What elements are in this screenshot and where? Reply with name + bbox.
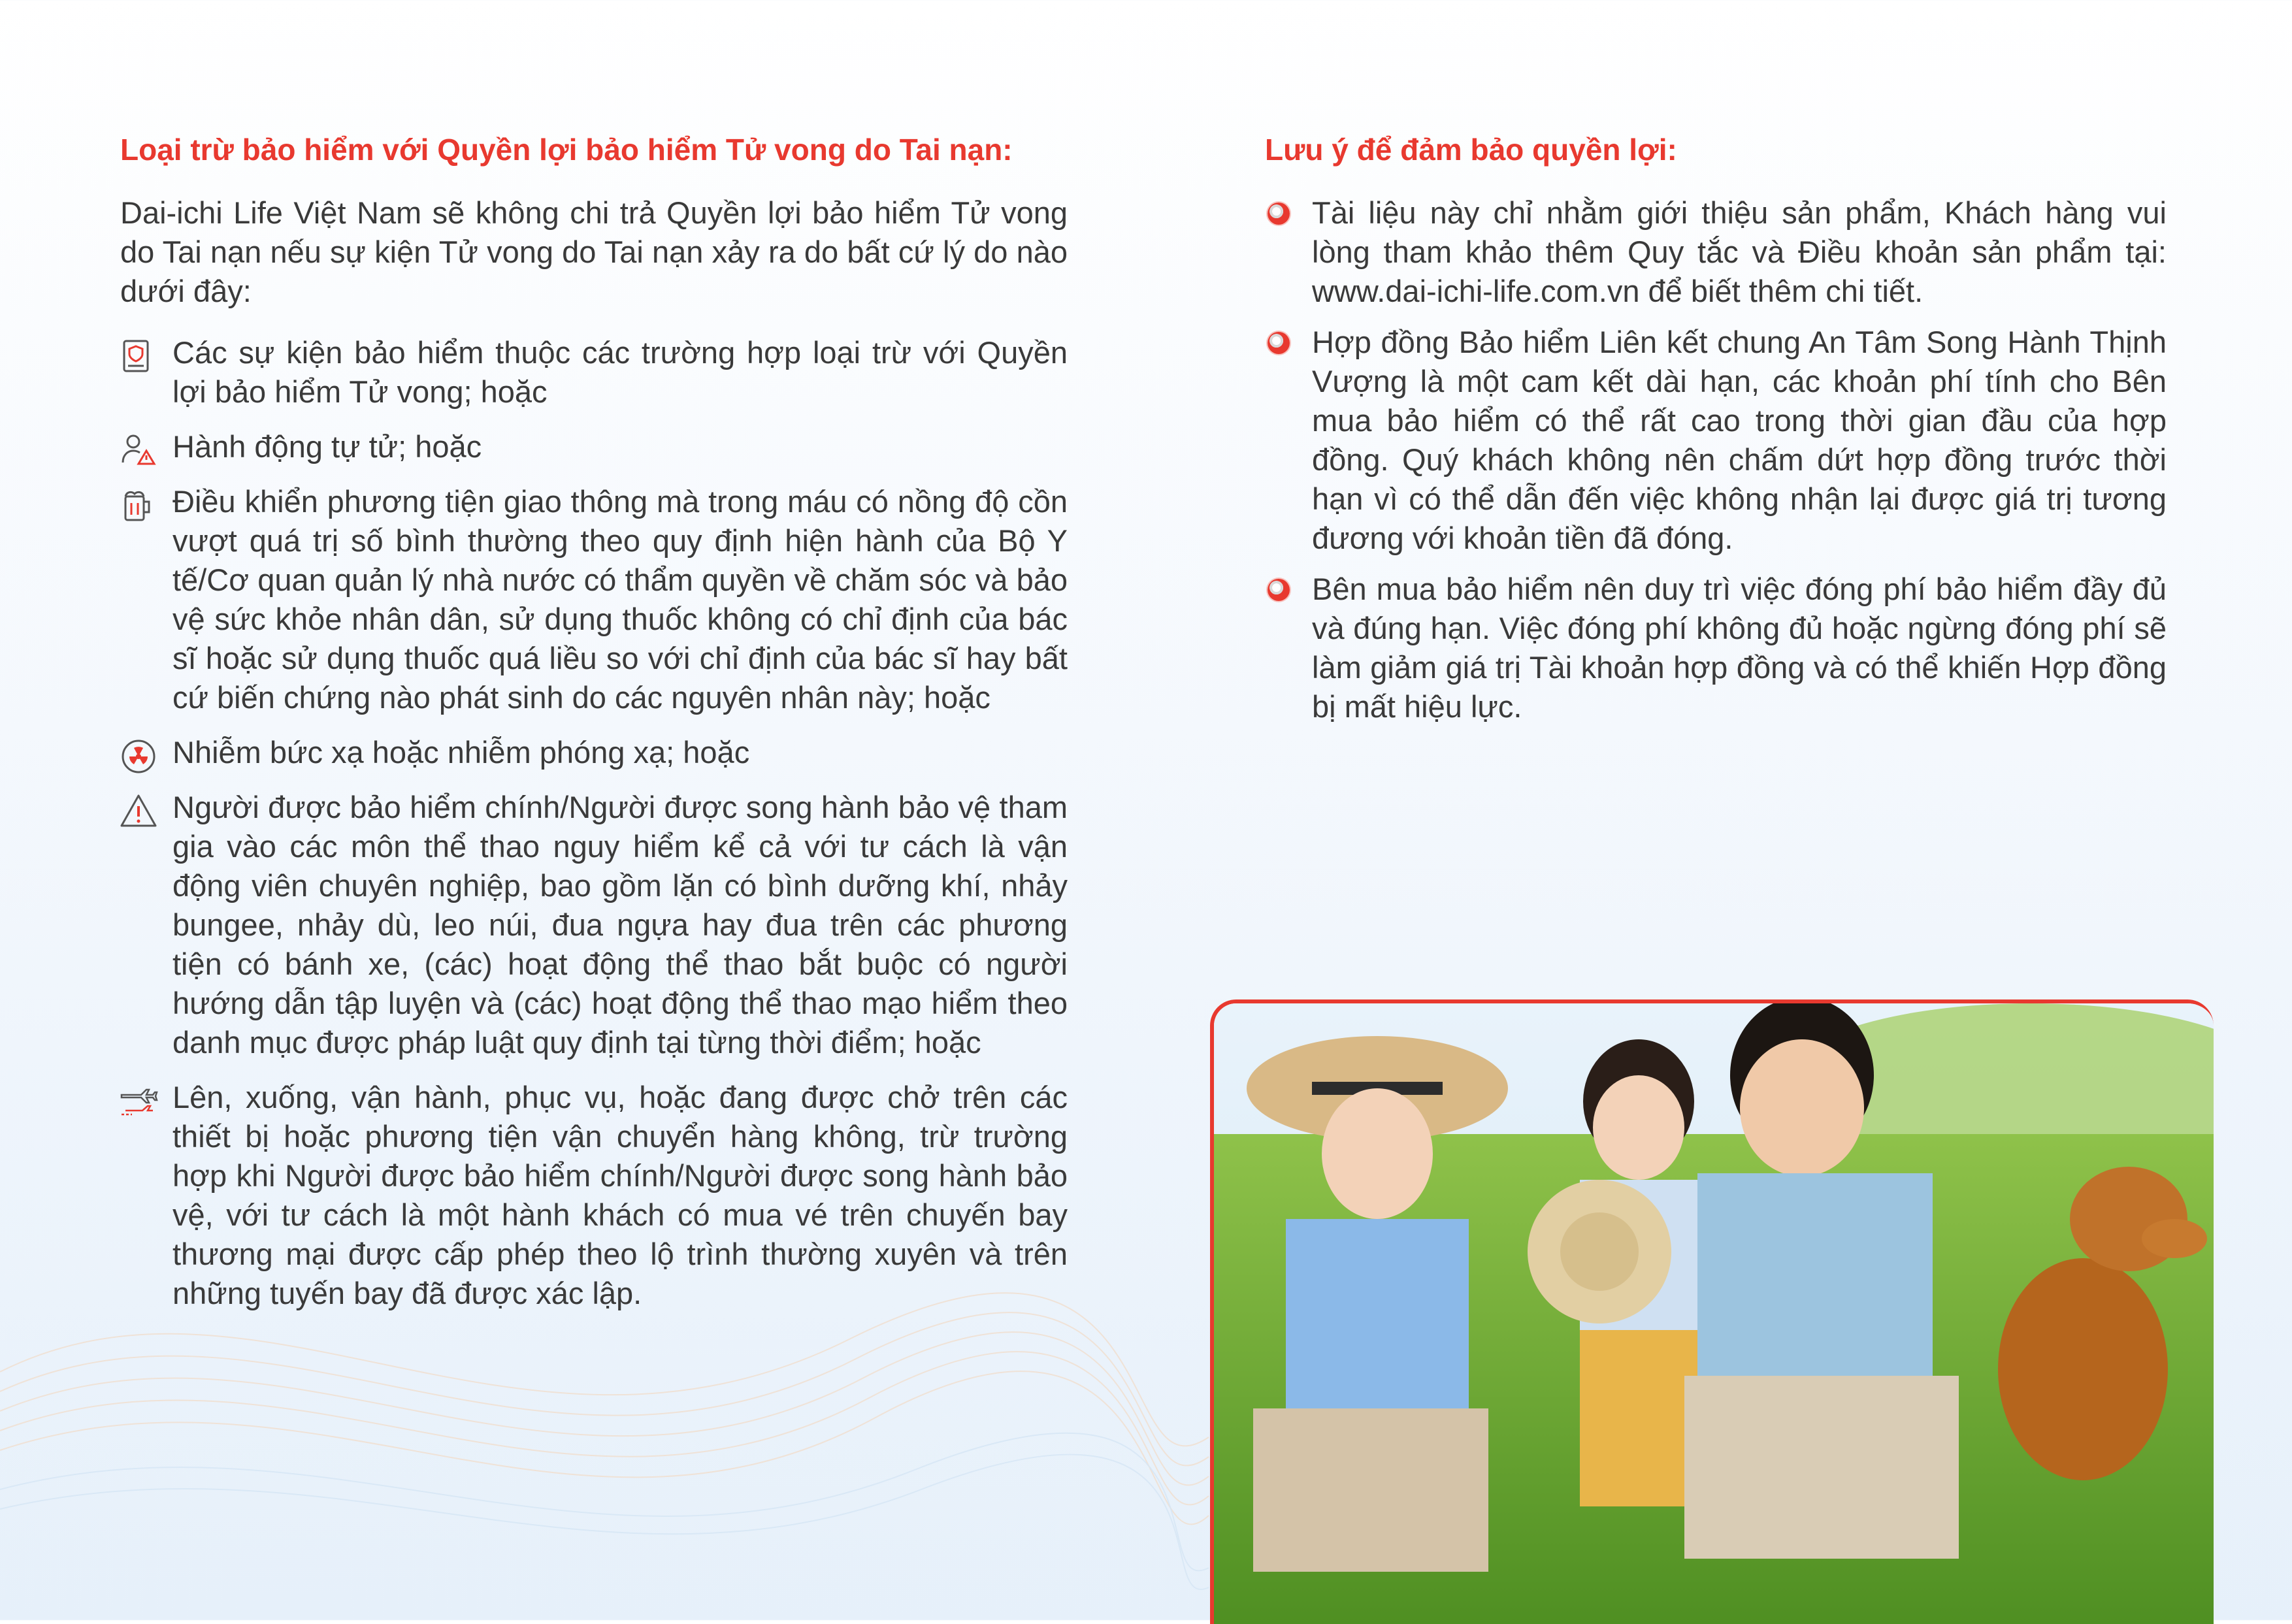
bullet-icon — [1268, 203, 1290, 225]
exclusions-intro: Dai-ichi Life Việt Nam sẽ không chi trả Quyền lợi bảo hiểm Tử vong do Tai nạn nếu sự kiện Tử vong do Tai nạn xảy ra do bất cứ lý do nào dưới đây: — [120, 195, 1068, 308]
exclusion-text: Lên, xuống, vận hành, phục vụ, hoặc đang được chở trên các thiết bị hoặc phương tiện vận chuyển hàng không, trừ trường hợp khi Người được bảo hiểm chính/Người được song hành bảo vệ, với tư cách là một hành khách có mua vé trên chuyến bay thương mại được cấp phép theo lộ trình thường xuyên và trên những tuyến bay đã được xác lập. — [172, 1080, 1068, 1310]
exclusion-text: Điều khiển phương tiện giao thông mà trong máu có nồng độ cồn vượt quá trị số bình thường theo quy định hiện hành của Bộ Y tế/Cơ quan quản lý nhà nước có thẩm quyền về chăm sóc và bảo vệ sức khỏe nhân dân, sử dụng thuốc không có chỉ định của bác sĩ hoặc sử dụng thuốc quá liều so với chỉ định của bác sĩ hay bất cứ biến chứng nào phát sinh do các nguyên nhân này; hoặc — [172, 484, 1068, 715]
exclusion-item — [120, 788, 1068, 1062]
note-text: Bên mua bảo hiểm nên duy trì việc đóng phí bảo hiểm đầy đủ và đúng hạn. Việc đóng phí không đủ hoặc ngừng đóng phí sẽ làm giảm giá trị Tài khoản hợp đồng và có thể khiến Hợp đồng bị mất hiệu lực. — [1312, 572, 2167, 724]
exclusion-text: Người được bảo hiểm chính/Người được song hành bảo vệ tham gia vào các môn thể thao nguy hiểm kể cả với tư cách là vận động viên chuyên nghiệp, bao gồm lặn có bình dưỡng khí, nhảy bungee, nhảy dù, leo núi, đua ngựa hay đua trên các phương tiện có bánh xe, (các) hoạt động thể thao bắt buộc có người hướng dẫn tập luyện và (các) hoạt động thể thao mạo hiểm theo danh mục được pháp luật quy định tại từng thời điểm; hoặc — [172, 790, 1068, 1060]
exclusion-text: Nhiễm bức xạ hoặc nhiễm phóng xạ; hoặc — [172, 735, 750, 770]
person-warning-icon — [119, 431, 158, 470]
airplane-icon — [119, 1082, 158, 1121]
exclusion-item — [120, 1078, 1068, 1313]
exclusion-item — [120, 333, 1068, 412]
exclusion-item — [120, 482, 1068, 717]
family-photo-illustration — [1214, 1003, 2214, 1624]
exclusion-item — [120, 733, 1068, 772]
exclusion-text: Hành động tự tử; hoặc — [172, 429, 482, 464]
bullet-icon — [1268, 332, 1290, 354]
notes-column — [1265, 131, 2167, 738]
family-photo — [1210, 999, 2214, 1624]
note-item — [1265, 570, 2167, 726]
exclusion-item — [120, 427, 1068, 466]
warning-triangle-icon — [119, 792, 158, 831]
note-item — [1265, 323, 2167, 558]
note-item — [1265, 193, 2167, 311]
note-text: Hợp đồng Bảo hiểm Liên kết chung An Tâm Song Hành Thịnh Vượng là một cam kết dài hạn, các khoản phí tính cho Bên mua bảo hiểm có thể rất cao trong thời gian đầu của hợp đồng. Quý khách không nên chấm dứt hợp đồng trước thời hạn vì có thể dẫn đến việc không nhận lại được giá trị tương đương với khoản tiền đã đóng. — [1312, 325, 2167, 555]
beer-mug-icon — [119, 486, 158, 525]
notes-heading: Lưu ý để đảm bảo quyền lợi: — [1265, 133, 1677, 167]
exclusions-column — [120, 131, 1068, 1329]
exclusion-text: Các sự kiện bảo hiểm thuộc các trường hợp loại trừ với Quyền lợi bảo hiểm Tử vong; hoặc — [172, 335, 1068, 409]
radiation-icon — [119, 737, 158, 776]
bullet-icon — [1268, 579, 1290, 601]
exclusions-heading: Loại trừ bảo hiểm với Quyền lợi bảo hiểm Tử vong do Tai nạn: — [120, 133, 1013, 167]
document-shield-icon — [119, 337, 158, 376]
note-text: Tài liệu này chỉ nhằm giới thiệu sản phẩm, Khách hàng vui lòng tham khảo thêm Quy tắc và Điều khoản sản phẩm tại: www.dai-ichi-life.com.vn để biết thêm chi tiết. — [1312, 195, 2167, 308]
